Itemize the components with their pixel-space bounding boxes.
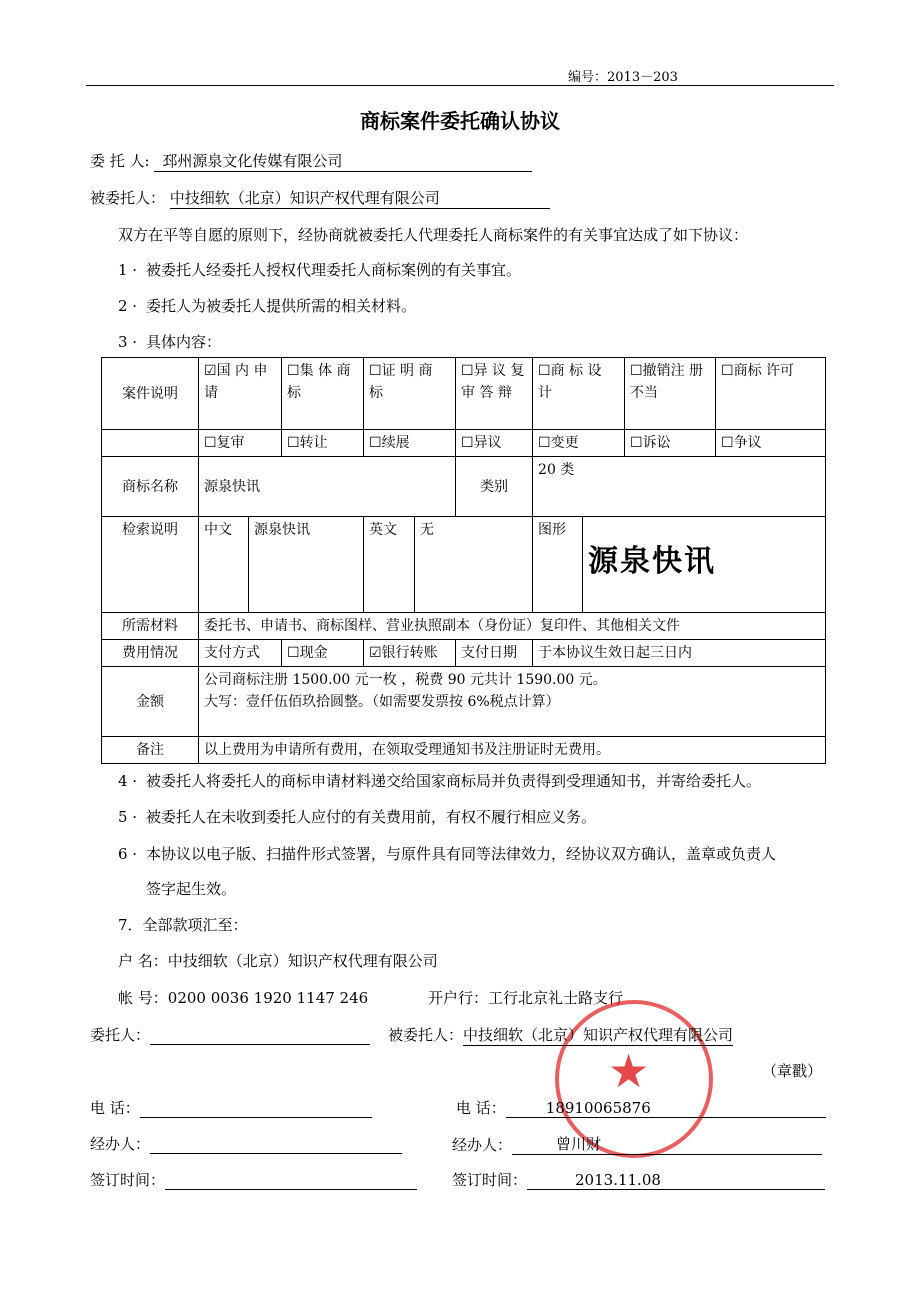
amount-line-2: 大写：壹仟伍佰玖拾圆整。（如需要发票按 6%税点计算）	[204, 694, 560, 710]
en-value: 无	[415, 517, 533, 613]
option-collective[interactable]: ☐集 体 商 标	[282, 358, 364, 430]
pay-cash-option[interactable]: ☐现金	[282, 640, 364, 667]
agent-row	[90, 187, 550, 209]
account-number-label: 帐 号：	[118, 989, 168, 1007]
option-transfer[interactable]: ☐转让	[282, 430, 364, 457]
clause-7: 7．全部款项汇至：	[118, 916, 248, 934]
option-cancel[interactable]: ☐撤销注 册不当	[625, 358, 716, 430]
client-sign-line[interactable]	[150, 1044, 370, 1045]
client-handler-line[interactable]	[150, 1153, 402, 1154]
materials-value: 委托书、申请书、商标图样、营业执照副本（身份证）复印件、其他相关文件	[199, 613, 826, 640]
option-dispute[interactable]: ☐争议	[716, 430, 826, 457]
bank-label: 开户行：	[428, 989, 489, 1007]
search-label: 检索说明	[102, 517, 199, 613]
header-rule	[86, 85, 834, 86]
client-row	[90, 150, 532, 172]
intro-paragraph: 双方在平等自愿的原则下，经协商就被委托人代理委托人商标案件的有关事宜达成了如下协议：	[118, 226, 749, 244]
client-label: 委 托 人:	[90, 152, 150, 170]
agent-phone-label: 电 话：	[456, 1099, 506, 1117]
agent-label: 被委托人：	[90, 189, 166, 207]
option-domestic[interactable]: ☑国 内 申 请	[199, 358, 282, 430]
account-number: 0200 0036 1920 1147 246	[167, 989, 369, 1007]
seal-star-icon: ★	[608, 1044, 650, 1098]
page-title: 商标案件委托确认协议	[360, 109, 560, 133]
tm-name-value: 源泉快讯	[199, 457, 456, 517]
seal-note: （章戳）	[762, 1062, 823, 1080]
amount-line-1: 公司商标注册 1500.00 元一枚 ，税费 90 元共计 1590.00 元。	[204, 672, 607, 688]
client-date-label: 签订时间：	[90, 1171, 166, 1189]
cn-label: 中文	[199, 517, 249, 613]
client-date-row	[90, 1169, 417, 1190]
account-name: 中技细软（北京）知识产权代理有限公司	[167, 952, 438, 970]
client-phone-line[interactable]	[140, 1117, 372, 1118]
account-number-row	[118, 987, 368, 1008]
bank-name: 工行北京礼士路支行	[488, 989, 624, 1007]
agent-handler-row	[452, 1133, 822, 1155]
account-name-label: 户 名：	[118, 952, 168, 970]
clause-5: 5 · 被委托人在未收到委托人应付的有关费用前，有权不履行相应义务。	[118, 808, 597, 826]
option-certification[interactable]: ☐证 明 商 标	[364, 358, 456, 430]
client-value: 邳州源泉文化传媒有限公司	[154, 150, 532, 172]
case-details-table	[101, 357, 826, 764]
fee-label: 费用情况	[102, 640, 199, 667]
client-handler-label: 经办人：	[90, 1135, 151, 1153]
agent-sign-label: 被委托人：	[388, 1026, 464, 1044]
agent-handler-value: 曾川财	[512, 1133, 822, 1155]
option-renewal[interactable]: ☐续展	[364, 430, 456, 457]
agent-date-label: 签订时间：	[452, 1171, 528, 1189]
pay-date-label: 支付日期	[456, 640, 533, 667]
class-label: 类别	[456, 457, 533, 517]
case-label: 案件说明	[102, 358, 199, 430]
trademark-graphic: 源泉快讯	[588, 544, 717, 579]
cn-value: 源泉快讯	[249, 517, 364, 613]
client-handler-row	[90, 1133, 402, 1154]
option-opposition[interactable]: ☐异议	[456, 430, 533, 457]
agent-date-row	[452, 1169, 825, 1190]
en-label: 英文	[364, 517, 415, 613]
agent-date-value: 2013.11.08	[527, 1171, 825, 1190]
clause-4: 4 · 被委托人将委托人的商标申请材料递交给国家商标局并负责得到受理通知书，并寄给委托人。	[118, 772, 762, 790]
clause-6: 6 · 本协议以电子版、扫描件形式签署，与原件具有同等法律效力，经协议双方确认，盖章或负责人	[118, 845, 777, 863]
pay-date-value: 于本协议生效日起三日内	[533, 640, 826, 667]
account-name-row	[118, 950, 438, 971]
clause-6-continued: 签字起生效。	[146, 880, 237, 898]
agent-sign-row	[388, 1024, 733, 1046]
remark-value: 以上费用为申请所有费用，在领取受理通知书及注册证时无费用。	[199, 737, 826, 764]
option-change[interactable]: ☐变更	[533, 430, 625, 457]
option-design[interactable]: ☐商 标 设 计	[533, 358, 625, 430]
option-opposition-review[interactable]: ☐异 议 复 审 答 辩	[456, 358, 533, 430]
client-date-line[interactable]	[165, 1189, 417, 1190]
clause-2: 2 · 委托人为被委托人提供所需的相关材料。	[118, 297, 417, 315]
case-label-spacer	[102, 430, 199, 457]
agent-phone-row	[456, 1097, 826, 1118]
pay-bank-option[interactable]: ☑银行转账	[364, 640, 456, 667]
agent-phone-value: 18910065876	[506, 1099, 826, 1118]
option-review[interactable]: ☐复审	[199, 430, 282, 457]
class-value: 20 类	[533, 457, 826, 517]
client-phone-label: 电 话：	[90, 1099, 140, 1117]
agent-handler-label: 经办人：	[452, 1136, 513, 1154]
agent-sign-value: 中技细软（北京）知识产权代理有限公司	[463, 1026, 734, 1044]
pay-method-label: 支付方式	[199, 640, 282, 667]
option-license[interactable]: ☐商标 许可	[716, 358, 826, 430]
clause-1: 1 · 被委托人经委托人授权代理委托人商标案例的有关事宜。	[118, 261, 522, 279]
remark-label: 备注	[102, 737, 199, 764]
option-litigation[interactable]: ☐诉讼	[625, 430, 716, 457]
amount-cell	[199, 667, 826, 737]
graphic-label: 图形	[533, 517, 583, 613]
client-sign-label: 委托人：	[90, 1026, 151, 1044]
graphic-cell	[583, 517, 826, 613]
agent-value: 中技细软（北京）知识产权代理有限公司	[170, 187, 550, 209]
amount-label: 金额	[102, 667, 199, 737]
tm-name-label: 商标名称	[102, 457, 199, 517]
client-phone-row	[90, 1097, 372, 1118]
serial-number: 编号：2013－203	[568, 70, 678, 85]
bank-row	[428, 987, 623, 1008]
client-sign-row	[90, 1024, 370, 1045]
clause-3: 3 · 具体内容：	[118, 333, 222, 351]
materials-label: 所需材料	[102, 613, 199, 640]
